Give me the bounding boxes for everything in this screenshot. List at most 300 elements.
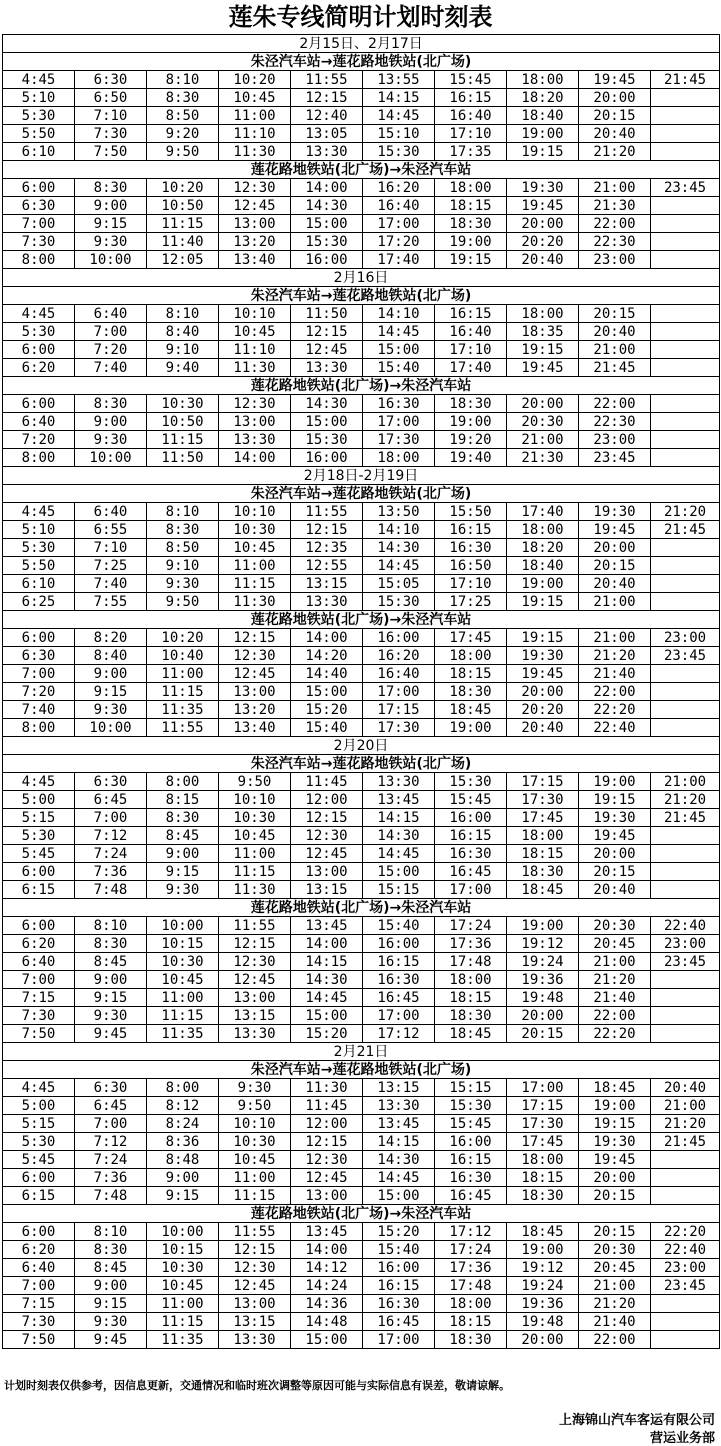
departure-time-cell: 11:50	[147, 449, 219, 467]
departure-time-cell: 16:30	[435, 845, 507, 863]
departure-time-cell: 8:10	[75, 1223, 147, 1241]
departure-time-cell: 12:00	[291, 1115, 363, 1133]
departure-time-cell: 7:30	[3, 233, 75, 251]
departure-time-cell	[651, 701, 720, 719]
departure-time-cell: 21:30	[579, 197, 651, 215]
departure-time-cell: 5:15	[3, 1115, 75, 1133]
departure-time-cell: 14:15	[363, 809, 435, 827]
departure-time-cell: 19:00	[507, 917, 579, 935]
departure-time-cell: 21:45	[651, 521, 720, 539]
departure-time-cell: 14:36	[291, 1295, 363, 1313]
departure-time-cell: 8:00	[147, 773, 219, 791]
departure-time-cell: 23:00	[579, 431, 651, 449]
departure-time-cell: 20:15	[579, 305, 651, 323]
departure-time-cell: 21:45	[651, 1133, 720, 1151]
departure-time-cell: 6:30	[3, 647, 75, 665]
departure-time-cell: 16:45	[435, 1187, 507, 1205]
departure-time-cell: 17:45	[507, 1133, 579, 1151]
departure-time-cell	[651, 539, 720, 557]
departure-time-cell: 19:15	[435, 251, 507, 269]
departure-time-cell: 21:40	[579, 1313, 651, 1331]
departure-time-cell: 18:40	[507, 557, 579, 575]
departure-time-cell: 19:00	[507, 1241, 579, 1259]
departure-time-cell: 19:40	[435, 449, 507, 467]
table-row	[3, 431, 720, 449]
departure-time-cell: 10:30	[147, 395, 219, 413]
departure-time-cell: 11:00	[147, 665, 219, 683]
departure-time-cell: 11:00	[219, 557, 291, 575]
departure-time-cell: 15:00	[363, 341, 435, 359]
departure-time-cell: 14:20	[291, 647, 363, 665]
table-row	[3, 917, 720, 935]
departure-time-cell: 8:12	[147, 1097, 219, 1115]
departure-time-cell: 15:30	[435, 1097, 507, 1115]
departure-time-cell: 15:30	[291, 431, 363, 449]
departure-time-cell: 13:45	[291, 1223, 363, 1241]
departure-time-cell: 19:45	[579, 1151, 651, 1169]
departure-time-cell	[651, 143, 720, 161]
departure-time-cell	[651, 971, 720, 989]
departure-time-cell: 8:30	[75, 935, 147, 953]
departure-time-cell: 16:15	[435, 305, 507, 323]
departure-time-cell	[651, 1331, 720, 1349]
departure-time-cell: 21:45	[651, 71, 720, 89]
table-row	[3, 1169, 720, 1187]
departure-time-cell: 16:15	[435, 89, 507, 107]
departure-time-cell: 8:10	[147, 305, 219, 323]
departure-time-cell: 16:00	[363, 1259, 435, 1277]
departure-time-cell: 11:00	[147, 989, 219, 1007]
departure-time-cell: 16:15	[363, 953, 435, 971]
direction-header-row	[3, 755, 720, 773]
departure-time-cell: 22:00	[579, 395, 651, 413]
departure-time-cell: 12:15	[291, 1133, 363, 1151]
departure-time-cell: 18:15	[435, 197, 507, 215]
departure-time-cell: 19:00	[507, 575, 579, 593]
departure-time-cell: 8:40	[75, 647, 147, 665]
departure-time-cell: 11:45	[291, 773, 363, 791]
departure-time-cell: 15:40	[363, 917, 435, 935]
departure-time-cell: 10:30	[219, 809, 291, 827]
departure-time-cell: 7:15	[3, 1295, 75, 1313]
departure-time-cell: 17:12	[363, 1025, 435, 1043]
departure-time-cell: 18:00	[507, 305, 579, 323]
departure-time-cell: 9:15	[75, 1295, 147, 1313]
departure-time-cell: 20:30	[579, 1241, 651, 1259]
departure-time-cell: 13:15	[219, 1313, 291, 1331]
departure-time-cell: 14:40	[291, 665, 363, 683]
departure-time-cell: 17:24	[435, 917, 507, 935]
table-row	[3, 1133, 720, 1151]
departure-time-cell: 22:30	[579, 413, 651, 431]
departure-time-cell: 10:00	[75, 251, 147, 269]
departure-time-cell: 15:40	[363, 359, 435, 377]
departure-time-cell: 17:12	[435, 1223, 507, 1241]
departure-time-cell: 11:15	[219, 863, 291, 881]
departure-time-cell: 13:00	[219, 683, 291, 701]
table-row	[3, 359, 720, 377]
departure-time-cell	[651, 863, 720, 881]
departure-time-cell: 11:30	[219, 881, 291, 899]
departure-time-cell: 8:45	[147, 827, 219, 845]
departure-time-cell: 15:20	[291, 1025, 363, 1043]
date-header: 2月18日-2月19日	[3, 467, 720, 485]
departure-time-cell: 16:30	[435, 1169, 507, 1187]
departure-time-cell: 18:45	[435, 1025, 507, 1043]
table-row	[3, 791, 720, 809]
departure-time-cell: 10:00	[75, 449, 147, 467]
departure-time-cell: 23:45	[651, 1277, 720, 1295]
departure-time-cell: 22:00	[579, 1331, 651, 1349]
departure-time-cell: 15:00	[291, 215, 363, 233]
departure-time-cell: 14:30	[363, 1151, 435, 1169]
departure-time-cell: 19:30	[579, 809, 651, 827]
departure-time-cell: 7:48	[75, 881, 147, 899]
departure-time-cell: 17:48	[435, 953, 507, 971]
departure-time-cell: 19:48	[507, 989, 579, 1007]
departure-time-cell: 21:45	[651, 809, 720, 827]
departure-time-cell: 6:45	[75, 1097, 147, 1115]
departure-time-cell: 6:20	[3, 1241, 75, 1259]
departure-time-cell: 11:00	[147, 1295, 219, 1313]
departure-time-cell	[651, 395, 720, 413]
table-row	[3, 179, 720, 197]
departure-time-cell: 20:20	[507, 701, 579, 719]
departure-time-cell: 20:00	[507, 1331, 579, 1349]
departure-time-cell: 8:24	[147, 1115, 219, 1133]
departure-time-cell: 18:30	[435, 1331, 507, 1349]
departure-time-cell: 13:30	[219, 431, 291, 449]
departure-time-cell: 15:30	[363, 143, 435, 161]
departure-time-cell: 21:40	[579, 989, 651, 1007]
departure-time-cell: 7:30	[75, 125, 147, 143]
departure-time-cell: 6:20	[3, 935, 75, 953]
departure-time-cell: 14:10	[363, 521, 435, 539]
departure-time-cell: 9:50	[219, 773, 291, 791]
table-row	[3, 827, 720, 845]
departure-time-cell: 13:50	[363, 503, 435, 521]
departure-time-cell: 11:15	[147, 431, 219, 449]
departure-time-cell: 9:00	[147, 845, 219, 863]
departure-time-cell: 21:00	[579, 179, 651, 197]
departure-time-cell	[651, 1169, 720, 1187]
departure-time-cell: 9:00	[75, 1277, 147, 1295]
departure-time-cell: 17:15	[507, 773, 579, 791]
direction-header-row	[3, 377, 720, 395]
department-name: 营运业务部	[649, 1431, 715, 1446]
departure-time-cell: 17:30	[363, 719, 435, 737]
departure-time-cell	[651, 1295, 720, 1313]
departure-time-cell: 8:48	[147, 1151, 219, 1169]
departure-time-cell: 17:10	[435, 575, 507, 593]
departure-time-cell: 16:15	[435, 827, 507, 845]
departure-time-cell: 16:40	[363, 197, 435, 215]
departure-time-cell: 7:40	[3, 701, 75, 719]
departure-time-cell: 21:20	[579, 971, 651, 989]
departure-time-cell: 9:10	[147, 341, 219, 359]
departure-time-cell: 17:10	[435, 125, 507, 143]
departure-time-cell: 8:15	[147, 791, 219, 809]
departure-time-cell: 17:35	[435, 143, 507, 161]
departure-time-cell	[651, 359, 720, 377]
table-row	[3, 683, 720, 701]
departure-time-cell: 5:30	[3, 107, 75, 125]
departure-time-cell: 6:15	[3, 881, 75, 899]
departure-time-cell: 21:00	[579, 593, 651, 611]
departure-time-cell: 7:36	[75, 863, 147, 881]
departure-time-cell: 20:00	[579, 1169, 651, 1187]
departure-time-cell: 6:55	[75, 521, 147, 539]
departure-time-cell: 15:40	[363, 1241, 435, 1259]
departure-time-cell: 23:00	[651, 1259, 720, 1277]
departure-time-cell: 6:00	[3, 179, 75, 197]
departure-time-cell	[651, 215, 720, 233]
departure-time-cell: 10:30	[147, 953, 219, 971]
departure-time-cell: 19:45	[579, 71, 651, 89]
departure-time-cell: 21:20	[651, 1115, 720, 1133]
date-header: 2月21日	[3, 1043, 720, 1061]
departure-time-cell: 12:05	[147, 251, 219, 269]
departure-time-cell: 18:30	[507, 863, 579, 881]
table-row	[3, 503, 720, 521]
departure-time-cell: 8:50	[147, 539, 219, 557]
departure-time-cell: 10:00	[75, 719, 147, 737]
departure-time-cell: 14:00	[291, 1241, 363, 1259]
departure-time-cell: 12:15	[291, 323, 363, 341]
departure-time-cell: 18:45	[507, 881, 579, 899]
departure-time-cell: 7:50	[75, 143, 147, 161]
departure-time-cell	[651, 305, 720, 323]
date-header-row	[3, 737, 720, 755]
departure-time-cell: 10:45	[219, 323, 291, 341]
departure-time-cell: 5:10	[3, 521, 75, 539]
departure-time-cell: 23:45	[579, 449, 651, 467]
departure-time-cell: 9:45	[75, 1331, 147, 1349]
departure-time-cell: 18:20	[507, 89, 579, 107]
departure-time-cell: 20:40	[507, 719, 579, 737]
departure-time-cell: 17:40	[435, 359, 507, 377]
departure-time-cell: 13:30	[291, 593, 363, 611]
table-row	[3, 1295, 720, 1313]
departure-time-cell: 14:30	[291, 197, 363, 215]
departure-time-cell: 10:15	[147, 1241, 219, 1259]
departure-time-cell: 21:30	[507, 449, 579, 467]
departure-time-cell: 20:15	[507, 1025, 579, 1043]
departure-time-cell: 19:00	[507, 125, 579, 143]
table-row	[3, 449, 720, 467]
departure-time-cell: 17:00	[363, 413, 435, 431]
table-row	[3, 665, 720, 683]
table-row	[3, 809, 720, 827]
departure-time-cell: 6:00	[3, 629, 75, 647]
departure-time-cell: 13:15	[219, 1007, 291, 1025]
departure-time-cell	[651, 1025, 720, 1043]
departure-time-cell: 6:00	[3, 1169, 75, 1187]
departure-time-cell: 15:30	[291, 233, 363, 251]
departure-time-cell: 6:00	[3, 917, 75, 935]
departure-time-cell: 6:30	[75, 71, 147, 89]
departure-time-cell: 7:12	[75, 827, 147, 845]
table-row	[3, 215, 720, 233]
departure-time-cell: 20:45	[579, 1259, 651, 1277]
departure-time-cell: 6:00	[3, 395, 75, 413]
departure-time-cell: 6:40	[75, 503, 147, 521]
departure-time-cell: 20:30	[579, 917, 651, 935]
departure-time-cell: 9:15	[147, 863, 219, 881]
departure-time-cell: 13:30	[219, 1331, 291, 1349]
direction-header: 朱泾汽车站→莲花路地铁站(北广场)	[3, 287, 720, 305]
departure-time-cell: 11:30	[219, 593, 291, 611]
departure-time-cell: 6:30	[75, 773, 147, 791]
table-row	[3, 863, 720, 881]
departure-time-cell: 6:40	[3, 953, 75, 971]
departure-time-cell: 21:40	[579, 665, 651, 683]
departure-time-cell: 5:30	[3, 1133, 75, 1151]
departure-time-cell: 10:10	[219, 1115, 291, 1133]
departure-time-cell: 21:20	[579, 647, 651, 665]
departure-time-cell: 17:00	[363, 215, 435, 233]
departure-time-cell: 14:15	[291, 953, 363, 971]
departure-time-cell: 15:30	[363, 593, 435, 611]
departure-time-cell: 13:15	[363, 1079, 435, 1097]
departure-time-cell: 11:15	[147, 1313, 219, 1331]
departure-time-cell: 17:45	[507, 809, 579, 827]
departure-time-cell: 11:30	[291, 1079, 363, 1097]
departure-time-cell: 15:30	[435, 773, 507, 791]
departure-time-cell: 18:40	[507, 107, 579, 125]
departure-time-cell: 19:30	[579, 503, 651, 521]
direction-header: 莲花路地铁站(北广场)→朱泾汽车站	[3, 899, 720, 917]
table-row	[3, 881, 720, 899]
departure-time-cell: 11:15	[147, 215, 219, 233]
departure-time-cell: 8:00	[3, 719, 75, 737]
departure-time-cell: 13:00	[219, 1295, 291, 1313]
departure-time-cell: 10:20	[147, 629, 219, 647]
departure-time-cell	[651, 683, 720, 701]
departure-time-cell: 20:15	[579, 863, 651, 881]
departure-time-cell: 20:40	[579, 575, 651, 593]
departure-time-cell	[651, 251, 720, 269]
departure-time-cell: 21:00	[579, 341, 651, 359]
departure-time-cell: 14:24	[291, 1277, 363, 1295]
departure-time-cell: 6:30	[75, 1079, 147, 1097]
departure-time-cell: 17:15	[363, 701, 435, 719]
departure-time-cell: 12:45	[291, 845, 363, 863]
departure-time-cell: 16:00	[291, 449, 363, 467]
departure-time-cell: 5:30	[3, 323, 75, 341]
departure-time-cell: 12:45	[219, 971, 291, 989]
departure-time-cell: 22:40	[651, 917, 720, 935]
departure-time-cell: 14:45	[363, 557, 435, 575]
departure-time-cell: 17:00	[363, 683, 435, 701]
departure-time-cell: 5:45	[3, 1151, 75, 1169]
departure-time-cell: 21:00	[651, 773, 720, 791]
departure-time-cell: 17:00	[363, 1007, 435, 1025]
departure-time-cell: 15:40	[291, 719, 363, 737]
departure-time-cell: 8:30	[75, 1241, 147, 1259]
direction-header-row	[3, 1205, 720, 1223]
departure-time-cell: 6:00	[3, 341, 75, 359]
departure-time-cell: 7:00	[3, 1277, 75, 1295]
departure-time-cell: 14:00	[291, 179, 363, 197]
departure-time-cell: 4:45	[3, 71, 75, 89]
direction-header: 莲花路地铁站(北广场)→朱泾汽车站	[3, 611, 720, 629]
departure-time-cell: 6:40	[75, 305, 147, 323]
departure-time-cell: 14:30	[363, 539, 435, 557]
departure-time-cell: 13:15	[291, 575, 363, 593]
departure-time-cell: 10:10	[219, 503, 291, 521]
departure-time-cell: 13:00	[219, 989, 291, 1007]
departure-time-cell: 14:45	[363, 323, 435, 341]
direction-header-row	[3, 1061, 720, 1079]
departure-time-cell: 18:00	[507, 827, 579, 845]
departure-time-cell	[651, 719, 720, 737]
departure-time-cell: 19:00	[435, 719, 507, 737]
departure-time-cell: 9:30	[75, 1313, 147, 1331]
departure-time-cell: 8:20	[75, 629, 147, 647]
departure-time-cell: 12:15	[291, 89, 363, 107]
departure-time-cell: 19:15	[507, 593, 579, 611]
departure-time-cell: 14:00	[291, 935, 363, 953]
footnote: 计划时刻表仅供参考，因信息更新，交通情况和临时班次调整等原因可能与实际信息有误差，敬请谅解。	[4, 1379, 510, 1392]
departure-time-cell: 15:15	[435, 1079, 507, 1097]
departure-time-cell: 6:40	[3, 413, 75, 431]
departure-time-cell: 11:55	[219, 1223, 291, 1241]
departure-time-cell: 5:30	[3, 827, 75, 845]
departure-time-cell: 10:15	[147, 935, 219, 953]
departure-time-cell: 17:48	[435, 1277, 507, 1295]
table-row	[3, 593, 720, 611]
direction-header-row	[3, 53, 720, 71]
departure-time-cell: 22:00	[579, 683, 651, 701]
departure-time-cell: 6:10	[3, 575, 75, 593]
departure-time-cell: 18:15	[507, 1169, 579, 1187]
table-row	[3, 539, 720, 557]
departure-time-cell: 12:45	[219, 1277, 291, 1295]
table-row	[3, 143, 720, 161]
departure-time-cell: 12:30	[219, 395, 291, 413]
departure-time-cell: 20:30	[507, 413, 579, 431]
departure-time-cell: 13:00	[291, 1187, 363, 1205]
departure-time-cell: 23:45	[651, 953, 720, 971]
departure-time-cell: 6:10	[3, 143, 75, 161]
table-row	[3, 107, 720, 125]
departure-time-cell: 8:50	[147, 107, 219, 125]
departure-time-cell: 14:45	[363, 845, 435, 863]
departure-time-cell: 22:20	[651, 1223, 720, 1241]
departure-time-cell: 9:20	[147, 125, 219, 143]
departure-time-cell: 13:20	[219, 701, 291, 719]
departure-time-cell: 19:15	[579, 1115, 651, 1133]
departure-time-cell: 20:40	[579, 881, 651, 899]
departure-time-cell: 7:55	[75, 593, 147, 611]
departure-time-cell: 12:55	[291, 557, 363, 575]
departure-time-cell	[651, 845, 720, 863]
departure-time-cell: 12:15	[291, 521, 363, 539]
departure-time-cell: 6:20	[3, 359, 75, 377]
departure-time-cell: 12:30	[291, 827, 363, 845]
departure-time-cell	[651, 125, 720, 143]
page-title: 莲朱专线简明计划时刻表	[228, 2, 493, 31]
departure-time-cell: 7:25	[75, 557, 147, 575]
departure-time-cell: 19:00	[435, 413, 507, 431]
departure-time-cell: 16:30	[435, 539, 507, 557]
departure-time-cell: 11:40	[147, 233, 219, 251]
departure-time-cell: 17:25	[435, 593, 507, 611]
departure-time-cell: 12:15	[219, 935, 291, 953]
departure-time-cell: 16:15	[435, 521, 507, 539]
departure-time-cell: 10:00	[147, 917, 219, 935]
